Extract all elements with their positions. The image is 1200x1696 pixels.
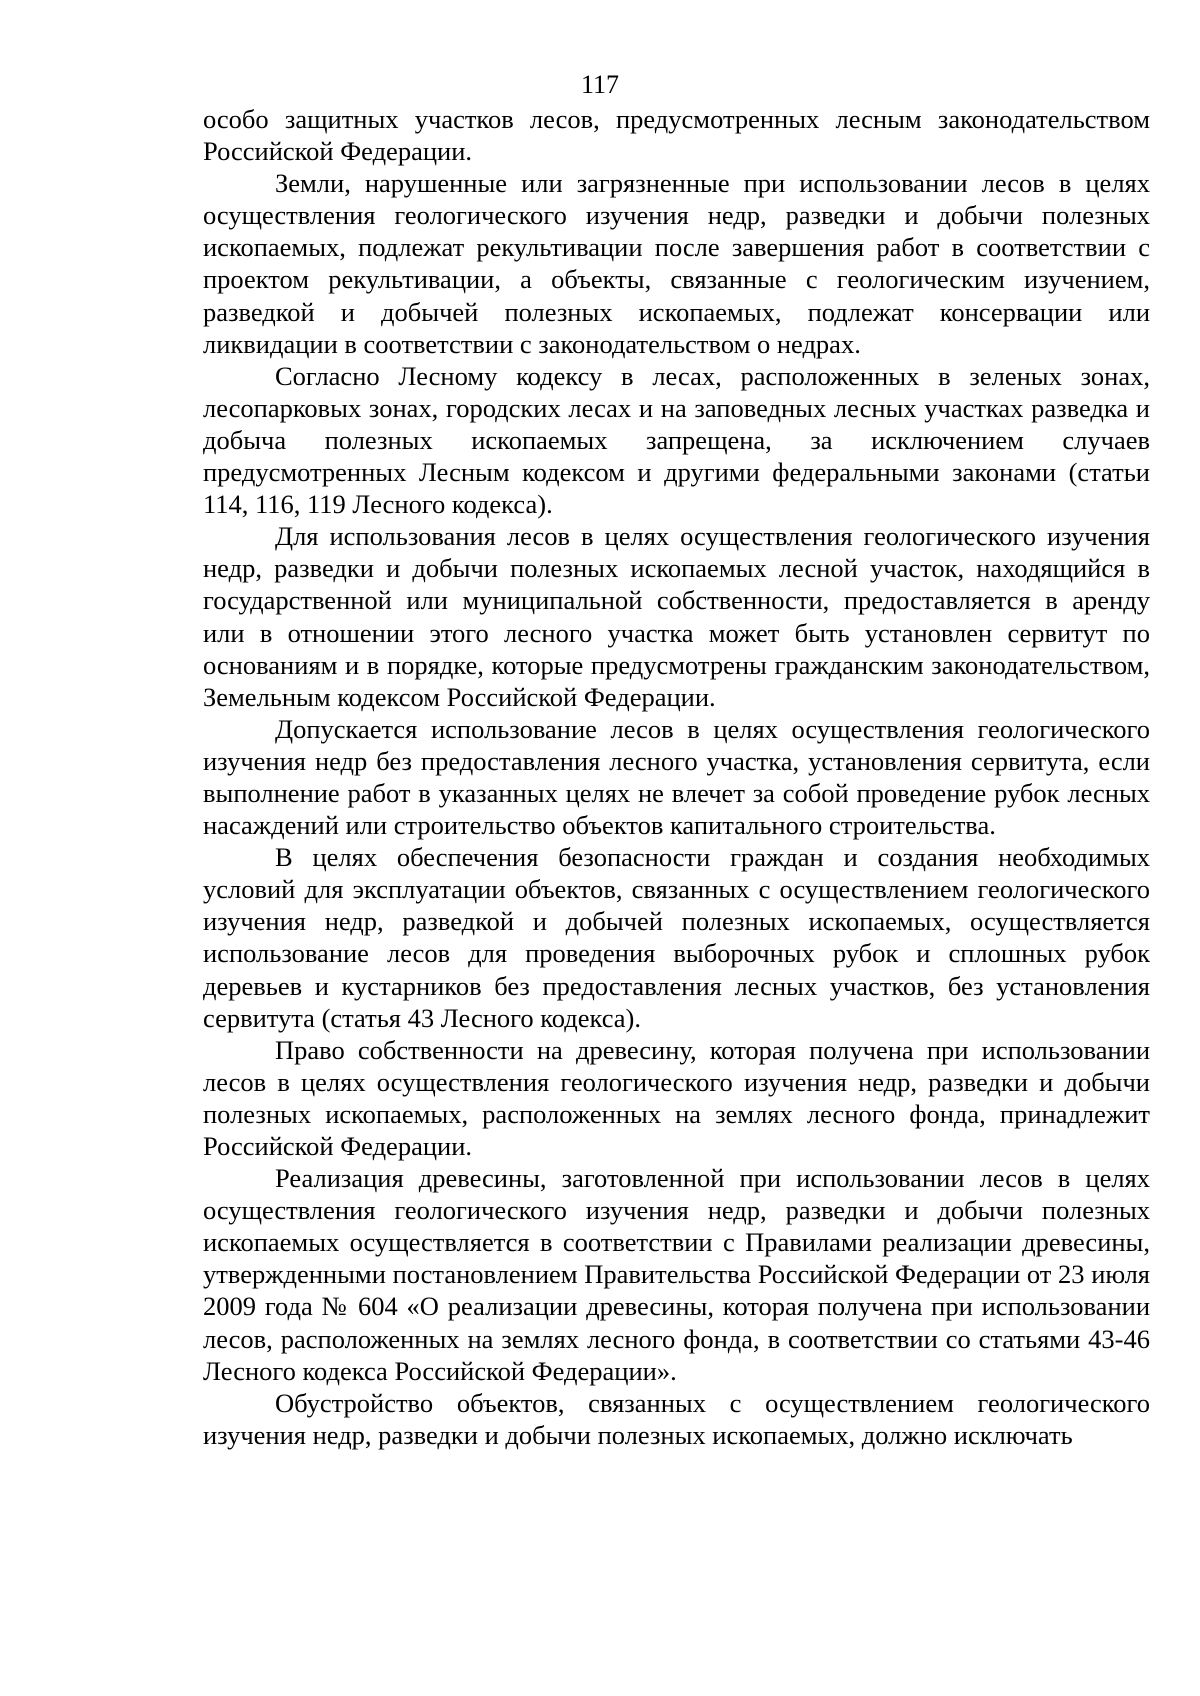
- paragraph-8: Реализация древесины, заготовленной при использовании лесов в целях осуществления геологического изучения недр, разведки и добычи полезных ископаемых осуществляется в соответствии с Правилами реализации древесины, утвержденными постановлением Правительства Российской Федерации от 23 июля 2009 года № 604 «О реализации древесины, которая получена при использовании лесов, расположенных на землях лесного фонда, в соответствии со статьями 43-46 Лесного кодекса Российской Федерации».: [203, 1163, 1150, 1386]
- paragraph-9: Обустройство объектов, связанных с осуществлением геологического изучения недр, разведки и добычи полезных ископаемых, должно исключать: [203, 1387, 1150, 1450]
- paragraph-1: особо защитных участков лесов, предусмотренных лесным законодательством Российской Федерации.: [203, 104, 1150, 167]
- paragraph-3: Согласно Лесному кодексу в лесах, расположенных в зеленых зонах, лесопарковых зонах, городских лесах и на заповедных лесных участках разведка и добыча полезных ископаемых запрещена, за исключением случаев предусмотренных Лесным кодексом и другими федеральными законами (статьи 114, 116, 119 Лесного кодекса).: [203, 360, 1150, 520]
- paragraph-2: Земли, нарушенные или загрязненные при использовании лесов в целях осуществления геологического изучения недр, разведки и добычи полезных ископаемых, подлежат рекультивации после завершения работ в соответствии с проектом рекультивации, а объекты, связанные с геологическим изучением, разведкой и добычей полезных ископаемых, подлежат консервации или ликвидации в соответствии с законодательством о недрах.: [203, 168, 1150, 359]
- paragraph-6: В целях обеспечения безопасности граждан и создания необходимых условий для эксплуатации объектов, связанных с осуществлением геологического изучения недр, разведкой и добычей полезных ископаемых, осуществляется использование лесов для проведения выборочных рубок и сплошных рубок деревьев и кустарников без предоставления лесных участков, без установления сервитута (статья 43 Лесного кодекса).: [203, 842, 1150, 1033]
- paragraph-5: Допускается использование лесов в целях осуществления геологического изучения недр без предоставления лесного участка, установления сервитута, если выполнение работ в указанных целях не влечет за собой проведение рубок лесных насаждений или строительство объектов капитального строительства.: [203, 713, 1150, 841]
- page-number: 117: [580, 70, 620, 99]
- body-text: [203, 103, 1150, 1451]
- paragraph-4: Для использования лесов в целях осуществления геологического изучения недр, разведки и добычи полезных ископаемых лесной участок, находящийся в государственной или муниципальной собственности, предоставляется в аренду или в отношении этого лесного участка может быть установлен сервитут по основаниям и в порядке, которые предусмотрены гражданским законодательством, Земельным кодексом Российской Федерации.: [203, 521, 1150, 712]
- paragraph-7: Право собственности на древесину, которая получена при использовании лесов в целях осуществления геологического изучения недр, разведки и добычи полезных ископаемых, расположенных на землях лесного фонда, принадлежит Российской Федерации.: [203, 1034, 1150, 1161]
